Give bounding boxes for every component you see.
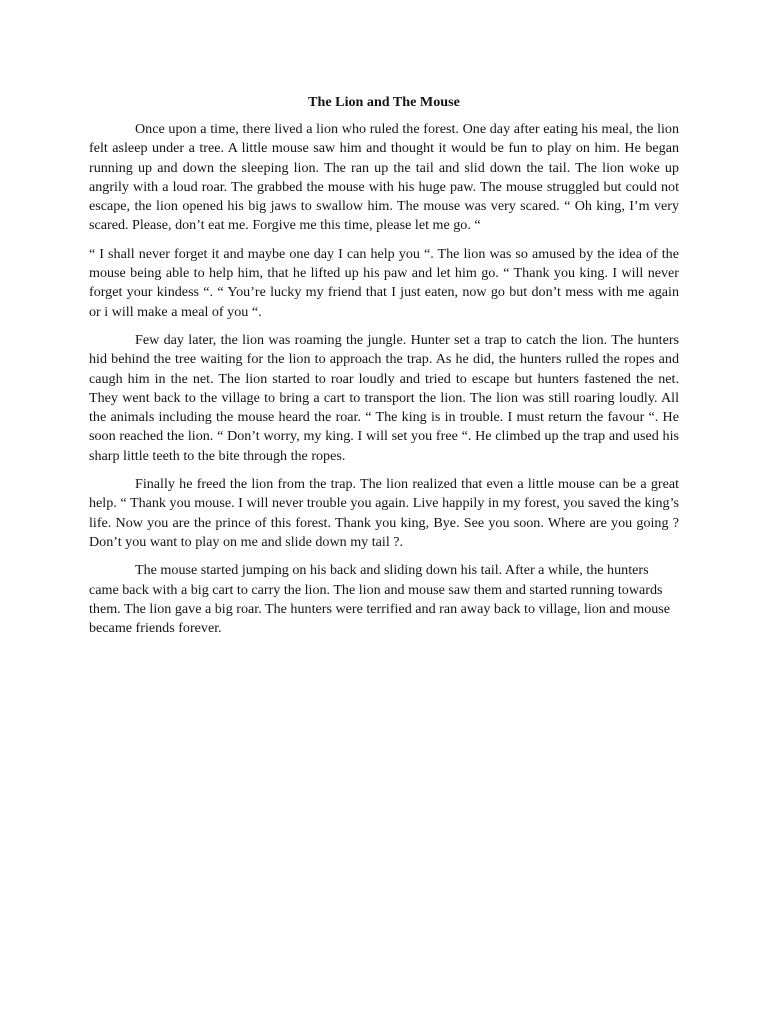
paragraph-1: Once upon a time, there lived a lion who ruled the forest. One day after eating his meal, the lion felt asleep under a tree. A little mouse saw him and thought it would be fun to play on him. He began running up and down the sleeping lion. The ran up the tail and slid down the tail. The lion woke up angrily with a loud roar. The grabbed the mouse with his huge paw. The mouse struggled but could not escape, the lion opened his big jaws to swallow him. The mouse was very scared. “ Oh king, I’m very scared. Please, don’t eat me. Forgive me this time, please let me go. “ xyxy=(89,121,679,234)
document-page xyxy=(89,93,679,647)
paragraph-2: “ I shall never forget it and maybe one day I can help you “. The lion was so amused by the idea of the mouse being able to help him, that he lifted up his paw and let him go. “ Thank you king. I will never forget your kindess “. “ You’re lucky my friend that I just eaten, now go but don’t mess with me again or i will make a meal of you “. xyxy=(89,245,679,320)
document-title: The Lion and The Mouse xyxy=(308,94,460,110)
paragraph-5: The mouse started jumping on his back and sliding down his tail. After a while, the hunters came back with a big cart to carry the lion. The lion and mouse saw them and started running towards them. The lion gave a big roar. The hunters were terrified and ran away back to village, lion and mouse became friends forever. xyxy=(89,562,671,637)
paragraph-3: Few day later, the lion was roaming the jungle. Hunter set a trap to catch the lion. The hunters hid behind the tree waiting for the lion to approach the trap. As he did, the hunters rulled the ropes and caugh him in the net. The lion started to roar loudly and tried to escape but hunters fastened the net. They went back to the village to bring a cart to transport the lion. The lion was still roaring loudly. All the animals including the mouse heard the roar. “ The king is in trouble. I must return the favour “. He soon reached the lion. “ Don’t worry, my king. I will set you free “. He climbed up the trap and used his sharp little teeth to the bite through the ropes. xyxy=(89,331,679,464)
paragraph-4: Finally he freed the lion from the trap. The lion realized that even a little mouse can be a great help. “ Thank you mouse. I will never trouble you again. Live happily in my forest, you saved the king’s life. Now you are the prince of this forest. Thank you king, Bye. See you soon. Where are you going ? Don’t you want to play on me and slide down my tail ?. xyxy=(89,476,679,550)
